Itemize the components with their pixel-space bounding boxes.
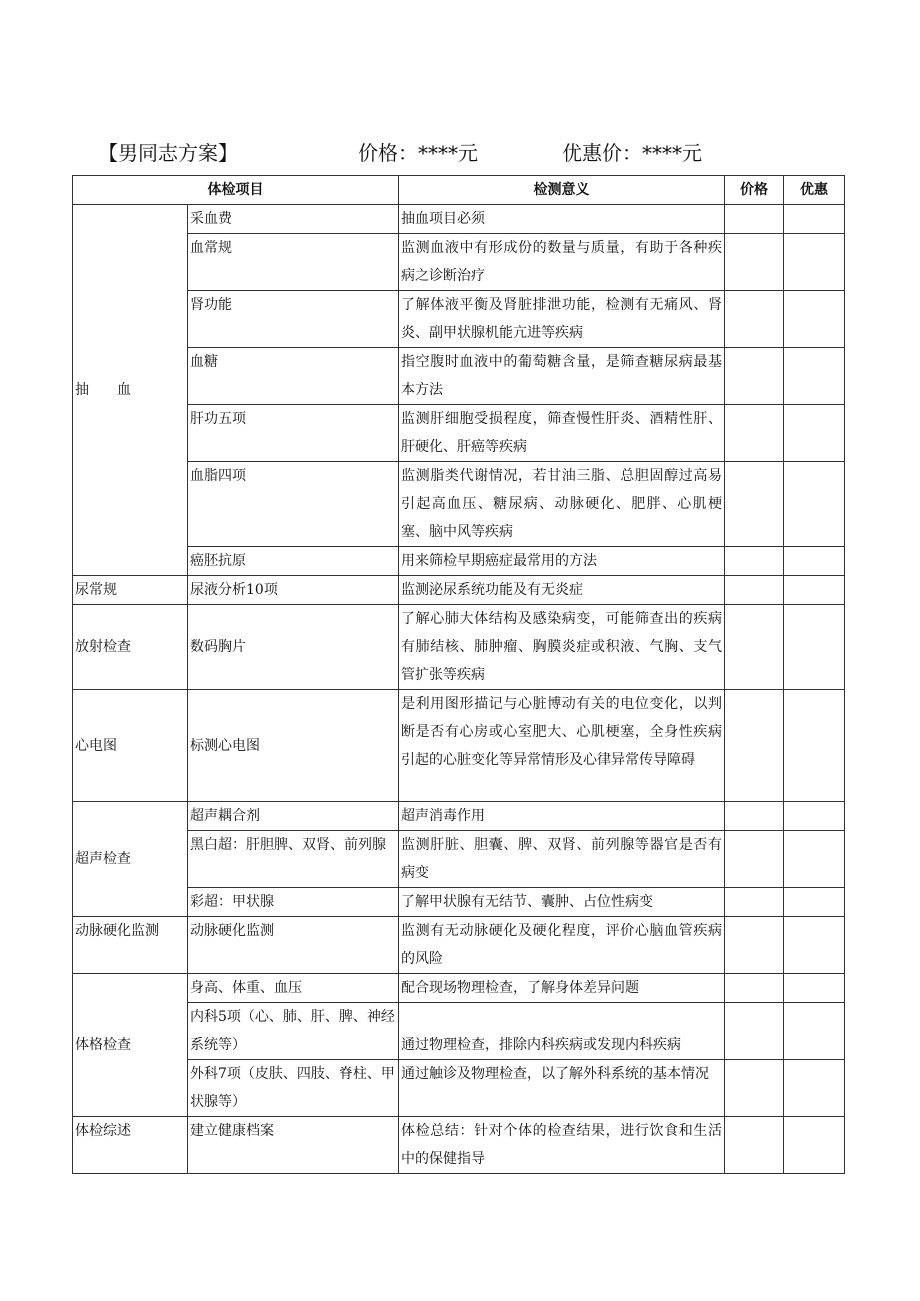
item-cell: 尿液分析10项: [188, 576, 399, 605]
price-cell: [725, 802, 784, 831]
table-row: [73, 462, 845, 547]
category-cell: 动脉硬化监测: [73, 917, 188, 974]
category-cell: 放射检查: [73, 605, 188, 690]
item-cell: 身高、体重、血压: [188, 974, 399, 1003]
item-cell: 建立健康档案: [188, 1117, 399, 1174]
price-cell: [725, 1117, 784, 1174]
discount-cell: [784, 690, 845, 802]
item-cell: 癌胚抗原: [188, 547, 399, 576]
meaning-cell: 配合现场物理检查，了解身体差异问题: [399, 974, 725, 1003]
item-cell: 血脂四项: [188, 462, 399, 547]
header-discount: 优惠: [784, 176, 845, 205]
meaning-cell: 抽血项目必须: [399, 205, 725, 234]
table-row: [73, 1003, 845, 1060]
header-item: 体检项目: [73, 176, 399, 205]
table-row: [73, 348, 845, 405]
discount-cell: [784, 1003, 845, 1060]
item-cell: 肾功能: [188, 291, 399, 348]
discount-cell: [784, 462, 845, 547]
table-row: [73, 234, 845, 291]
discount-cell: [784, 576, 845, 605]
page-heading: [0, 137, 920, 169]
meaning-cell: 体检总结：针对个体的检查结果，进行饮食和生活中的保健指导: [399, 1117, 725, 1174]
discount-cell: [784, 291, 845, 348]
meaning-cell: 监测有无动脉硬化及硬化程度，评价心脑血管疾病的风险: [399, 917, 725, 974]
item-cell: 内科5项（心、肺、肝、脾、神经系统等）: [188, 1003, 399, 1060]
category-cell: 体格检查: [73, 974, 188, 1117]
price-cell: [725, 917, 784, 974]
meaning-cell: 通过触诊及物理检查，以了解外科系统的基本情况: [399, 1060, 725, 1117]
header-meaning: 检测意义: [399, 176, 725, 205]
table-header-row: [73, 176, 845, 205]
discount-cell: [784, 348, 845, 405]
meaning-cell: 了解体液平衡及肾脏排泄功能，检测有无痛风、肾炎、副甲状腺机能亢进等疾病: [399, 291, 725, 348]
table-row: [73, 831, 845, 888]
item-cell: 肝功五项: [188, 405, 399, 462]
price-cell: [725, 888, 784, 917]
discount-cell: [784, 1060, 845, 1117]
plan-price: 价格：****元: [358, 141, 478, 165]
discount-cell: [784, 234, 845, 291]
item-cell: 采血费: [188, 205, 399, 234]
meaning-cell: 监测肝脏、胆囊、脾、双肾、前列腺等器官是否有病变: [399, 831, 725, 888]
item-cell: 超声耦合剂: [188, 802, 399, 831]
meaning-cell: 监测血液中有形成份的数量与质量，有助于各种疾病之诊断治疗: [399, 234, 725, 291]
meaning-cell: 了解心肺大体结构及感染病变，可能筛查出的疾病有肺结核、肺肿瘤、胸膜炎症或积液、气胸、支气管扩张等疾病: [399, 605, 725, 690]
meaning-cell: 指空腹时血液中的葡萄糖含量，是筛查糖尿病最基本方法: [399, 348, 725, 405]
table-row: [73, 405, 845, 462]
meaning-cell: 通过物理检查，排除内科疾病或发现内科疾病: [399, 1003, 725, 1060]
price-cell: [725, 462, 784, 547]
price-cell: [725, 605, 784, 690]
table-row: [73, 917, 845, 974]
item-cell: 血糖: [188, 348, 399, 405]
meaning-cell: 监测泌尿系统功能及有无炎症: [399, 576, 725, 605]
price-cell: [725, 576, 784, 605]
discount-cell: [784, 605, 845, 690]
discount-cell: [784, 1117, 845, 1174]
table-row: [73, 802, 845, 831]
discount-cell: [784, 888, 845, 917]
discount-cell: [784, 205, 845, 234]
item-cell: 彩超：甲状腺: [188, 888, 399, 917]
discount-cell: [784, 917, 845, 974]
price-cell: [725, 690, 784, 802]
plan-title: 【男同志方案】: [98, 141, 238, 165]
table-row: [73, 205, 845, 234]
category-cell: 体检综述: [73, 1117, 188, 1174]
price-cell: [725, 1060, 784, 1117]
checkup-table: [72, 175, 845, 1174]
table-row: [73, 576, 845, 605]
table-row: [73, 1060, 845, 1117]
category-cell: 心电图: [73, 690, 188, 802]
table-row: [73, 888, 845, 917]
meaning-cell: 用来筛检早期癌症最常用的方法: [399, 547, 725, 576]
price-cell: [725, 405, 784, 462]
plan-discount-price: 优惠价：****元: [562, 141, 702, 165]
item-cell: 动脉硬化监测: [188, 917, 399, 974]
category-cell: 抽 血: [73, 205, 188, 576]
header-price: 价格: [725, 176, 784, 205]
price-cell: [725, 831, 784, 888]
table-row: [73, 547, 845, 576]
price-cell: [725, 547, 784, 576]
meaning-cell: 是利用图形描记与心脏博动有关的电位变化，以判断是否有心房或心室肥大、心肌梗塞，全身性疾病引起的心脏变化等异常情形及心律异常传导障碍: [399, 690, 725, 802]
discount-cell: [784, 974, 845, 1003]
table-row: [73, 1117, 845, 1174]
meaning-cell: 超声消毒作用: [399, 802, 725, 831]
price-cell: [725, 205, 784, 234]
discount-cell: [784, 405, 845, 462]
table-row: [73, 605, 845, 690]
item-cell: 标测心电图: [188, 690, 399, 802]
meaning-cell: 监测脂类代谢情况，若甘油三脂、总胆固醇过高易引起高血压、糖尿病、动脉硬化、肥胖、心肌梗塞、脑中风等疾病: [399, 462, 725, 547]
price-cell: [725, 234, 784, 291]
price-cell: [725, 291, 784, 348]
category-cell: 尿常规: [73, 576, 188, 605]
item-cell: 黑白超：肝胆脾、双肾、前列腺: [188, 831, 399, 888]
price-cell: [725, 1003, 784, 1060]
item-cell: 数码胸片: [188, 605, 399, 690]
table-row: [73, 291, 845, 348]
discount-cell: [784, 831, 845, 888]
category-cell: 超声检查: [73, 802, 188, 917]
table-row: [73, 690, 845, 802]
discount-cell: [784, 802, 845, 831]
price-cell: [725, 974, 784, 1003]
item-cell: 血常规: [188, 234, 399, 291]
discount-cell: [784, 547, 845, 576]
price-cell: [725, 348, 784, 405]
meaning-cell: 监测肝细胞受损程度，筛查慢性肝炎、酒精性肝、肝硬化、肝癌等疾病: [399, 405, 725, 462]
meaning-cell: 了解甲状腺有无结节、囊肿、占位性病变: [399, 888, 725, 917]
table-row: [73, 974, 845, 1003]
item-cell: 外科7项（皮肤、四肢、脊柱、甲状腺等）: [188, 1060, 399, 1117]
